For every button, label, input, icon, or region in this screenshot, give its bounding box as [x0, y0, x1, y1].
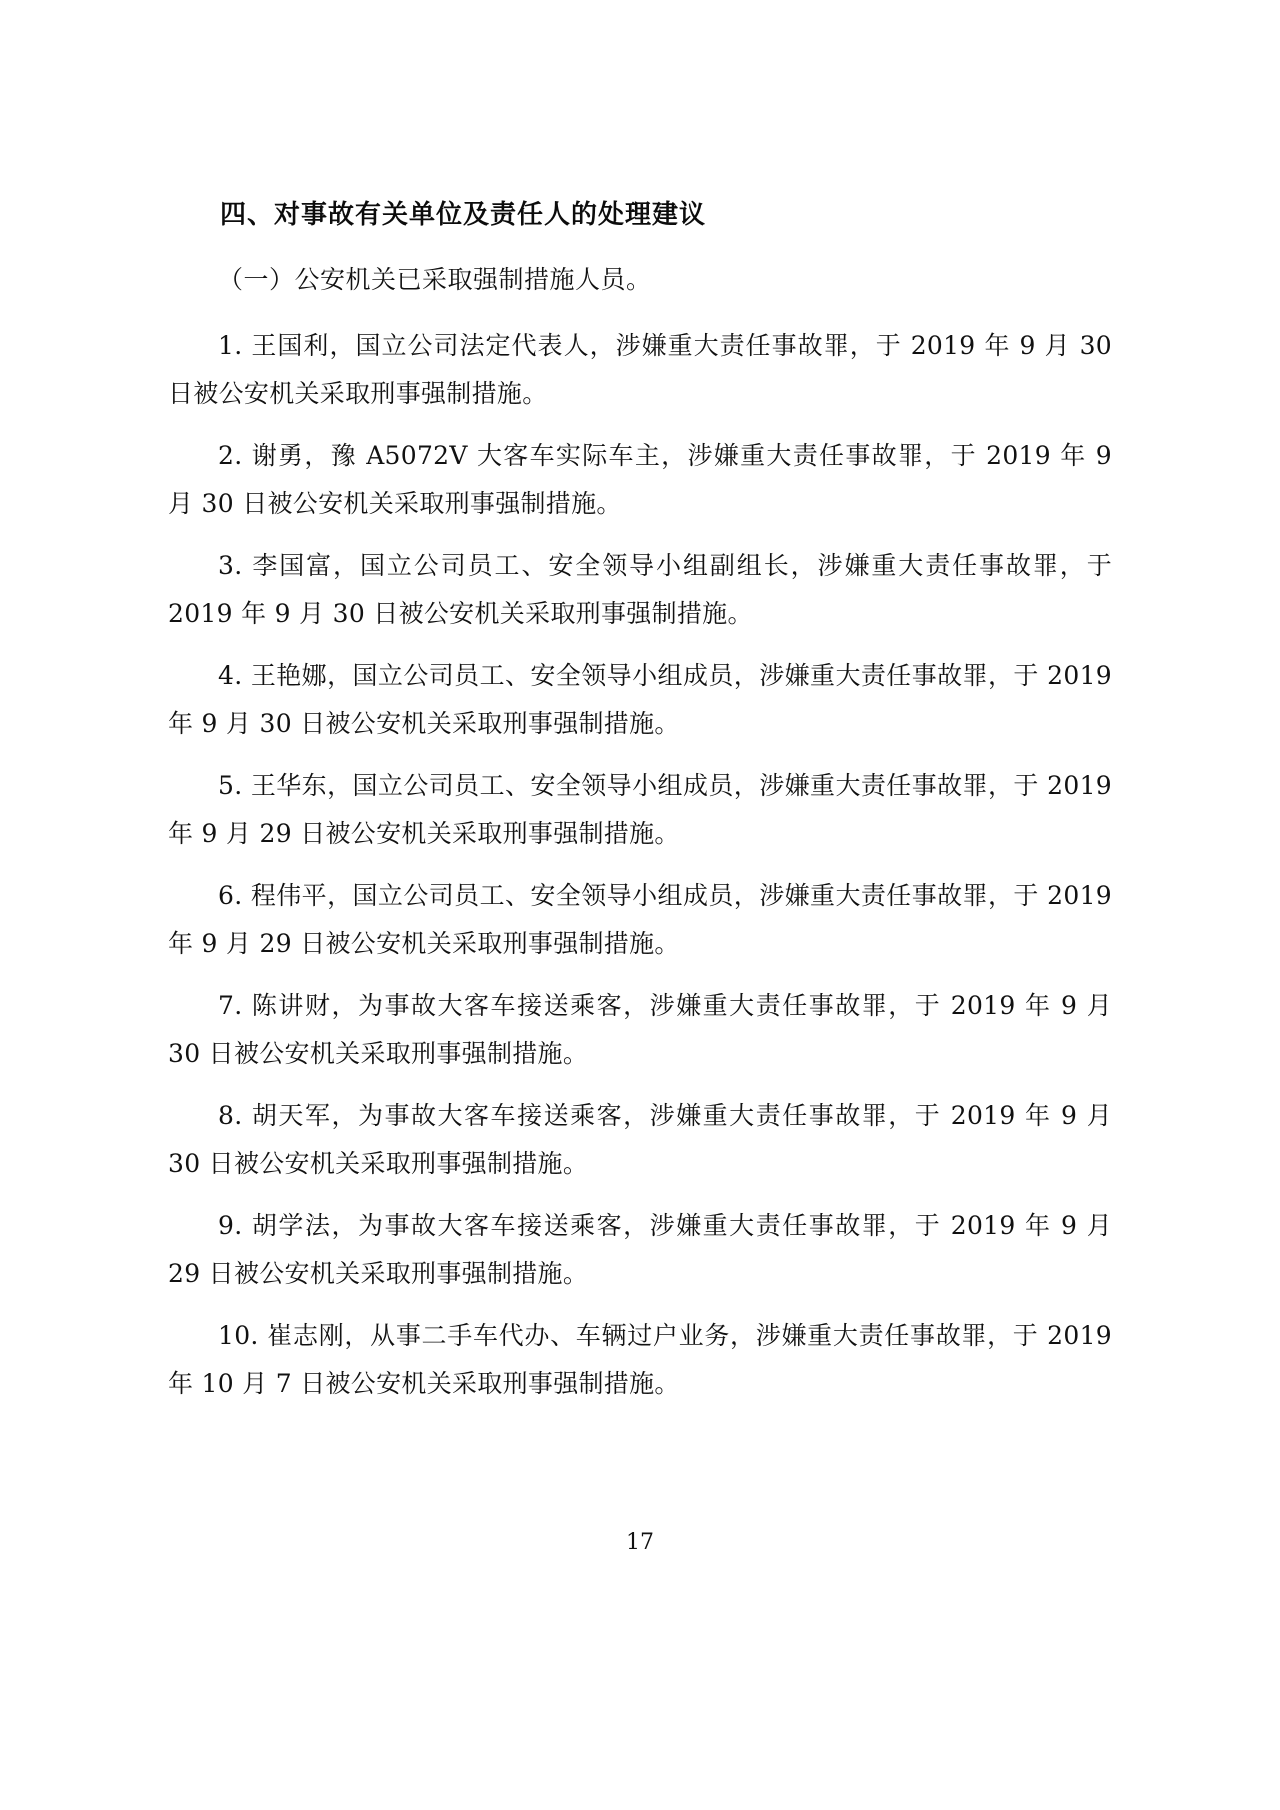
list-item: 4. 王艳娜，国立公司员工、安全领导小组成员，涉嫌重大责任事故罪，于 2019 年 9 月 30 日被公安机关采取刑事强制措施。	[168, 660, 1112, 738]
list-item: 3. 李国富，国立公司员工、安全领导小组副组长，涉嫌重大责任事故罪，于 2019 年 9 月 30 日被公安机关采取刑事强制措施。	[168, 550, 1112, 628]
list-item: 6. 程伟平，国立公司员工、安全领导小组成员，涉嫌重大责任事故罪，于 2019 年 9 月 29 日被公安机关采取刑事强制措施。	[168, 880, 1112, 958]
page-content	[168, 196, 1112, 1422]
list-item: 7. 陈讲财，为事故大客车接送乘客，涉嫌重大责任事故罪，于 2019 年 9 月 30 日被公安机关采取刑事强制措施。	[168, 990, 1112, 1068]
section-heading: 四、对事故有关单位及责任人的处理建议	[220, 200, 707, 230]
list-item: 8. 胡天军，为事故大客车接送乘客，涉嫌重大责任事故罪，于 2019 年 9 月 30 日被公安机关采取刑事强制措施。	[168, 1100, 1112, 1178]
list-item: 1. 王国利，国立公司法定代表人，涉嫌重大责任事故罪，于 2019 年 9 月 30 日被公安机关采取刑事强制措施。	[168, 330, 1112, 408]
subsection-heading: （一）公安机关已采取强制措施人员。	[218, 265, 652, 294]
page-number: 17	[626, 1530, 654, 1555]
list-item: 5. 王华东，国立公司员工、安全领导小组成员，涉嫌重大责任事故罪，于 2019 年 9 月 29 日被公安机关采取刑事强制措施。	[168, 770, 1112, 848]
list-item: 9. 胡学法，为事故大客车接送乘客，涉嫌重大责任事故罪，于 2019 年 9 月 29 日被公安机关采取刑事强制措施。	[168, 1210, 1112, 1288]
list-item: 10. 崔志刚，从事二手车代办、车辆过户业务，涉嫌重大责任事故罪，于 2019 年 10 月 7 日被公安机关采取刑事强制措施。	[168, 1320, 1112, 1398]
list-item: 2. 谢勇，豫 A5072V 大客车实际车主，涉嫌重大责任事故罪，于 2019 年 9 月 30 日被公安机关采取刑事强制措施。	[168, 440, 1112, 518]
